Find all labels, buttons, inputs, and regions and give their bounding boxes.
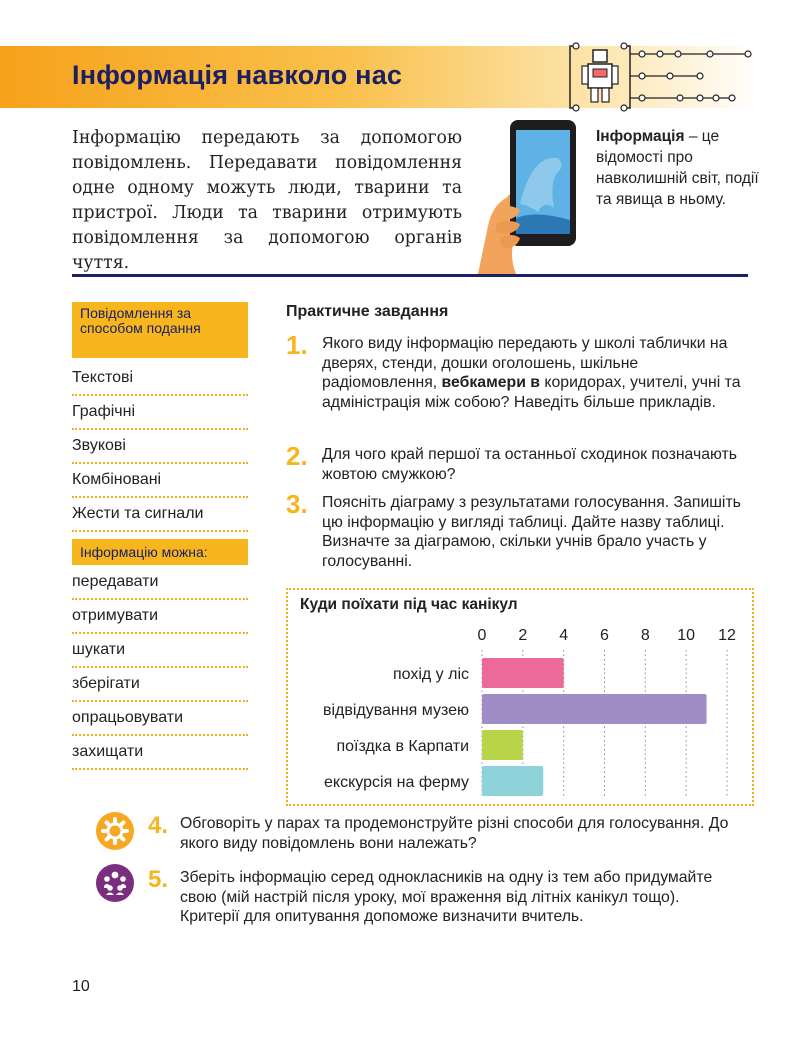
x-tick-label: 6 xyxy=(600,627,609,644)
category-label: похід у ліс xyxy=(392,666,469,683)
task-number: 4. xyxy=(148,812,169,839)
category-label: відвідування музею xyxy=(322,702,469,719)
information-actions-list xyxy=(72,566,248,770)
list-item: шукати xyxy=(72,634,248,668)
task-text: Зберіть інформацію серед однокласників на одну із тем або придумайте свою (мій настрій після уроку, мої враження від літніх канікул тощо). Критерії для опитування допоможе визначити вчитель. xyxy=(180,869,713,925)
section-divider xyxy=(72,274,748,277)
x-tick-label: 10 xyxy=(677,627,696,644)
definition-term: Інформація xyxy=(596,128,685,145)
task-1 xyxy=(286,330,756,412)
chart-title: Куди поїхати під час канікул xyxy=(300,596,518,613)
task-number: 5. xyxy=(148,866,169,893)
task-2 xyxy=(286,441,756,484)
category-label: екскурсія на ферму xyxy=(324,774,469,791)
intro-paragraph: Інформацію передають за допомогою повідомлень. Передавати повідомлення одне одному можуть люди, тварини та пристрої. Люди та тварини отримують повідомлення за допомогою органів чуття. xyxy=(72,128,462,273)
gear-icon xyxy=(96,812,134,850)
x-tick-label: 4 xyxy=(559,627,569,644)
list-item: зберігати xyxy=(72,668,248,702)
list-item: отримувати xyxy=(72,600,248,634)
actions-heading: Інформацію можна: xyxy=(72,539,248,565)
list-item: захищати xyxy=(72,736,248,770)
page-number: 10 xyxy=(72,978,90,995)
list-item: Графічні xyxy=(72,396,248,430)
x-tick-label: 2 xyxy=(518,627,528,644)
task-text: Поясніть діаграму з результатами голосування. Запишіть цю інформацію у вигляді таблиці. Дайте назву таблиці. Визначте за діаграмою, скільки учнів брало участь у голосуванні. xyxy=(322,494,741,570)
list-item: Звукові xyxy=(72,430,248,464)
x-tick-label: 0 xyxy=(477,627,487,644)
group-icon xyxy=(96,864,134,902)
task-text-part: Якого виду інформацію передають у школі таблички на дверях, стенди, дошки оголошень, шкільне радіомовлення, xyxy=(322,335,728,391)
task-text-bold: вебкамери в xyxy=(441,374,541,391)
list-item: опрацьовувати xyxy=(72,702,248,736)
x-tick-label: 12 xyxy=(718,627,736,644)
x-tick-label: 8 xyxy=(640,627,650,644)
list-item: Комбіновані xyxy=(72,464,248,498)
chart-frame xyxy=(286,588,754,806)
practice-title: Практичне завдання xyxy=(286,303,449,320)
category-label: поїздка в Карпати xyxy=(336,738,469,755)
definition-text: – це відомості про навколишній світ, події та явища в ньому. xyxy=(596,128,759,208)
task-number: 3. xyxy=(286,489,308,519)
task-text: Обговоріть у парах та продемонструйте різні способи для голосування. До якого виду повідомлень вони належать? xyxy=(180,815,729,852)
task-3 xyxy=(286,489,756,571)
definition xyxy=(596,126,766,210)
message-types-list xyxy=(72,362,248,532)
task-text-part: коридорах, учителі, учні та адміністрація між собою? Наведіть більше прикладів. xyxy=(322,374,741,411)
task-text: Для чого край першої та останньої сходинок позначають жовтою смужкою? xyxy=(322,446,737,483)
task-number: 1. xyxy=(286,330,308,360)
list-item: Жести та сигнали xyxy=(72,498,248,532)
types-heading: Повідомлення за способом подання xyxy=(72,302,248,358)
phone-hand-illustration xyxy=(458,114,596,274)
list-item: передавати xyxy=(72,566,248,600)
task-number: 2. xyxy=(286,441,308,471)
task-text xyxy=(322,334,756,412)
robot-circuit-icon xyxy=(560,36,760,116)
page-title: Інформація навколо нас xyxy=(72,60,403,90)
list-item: Текстові xyxy=(72,362,248,396)
